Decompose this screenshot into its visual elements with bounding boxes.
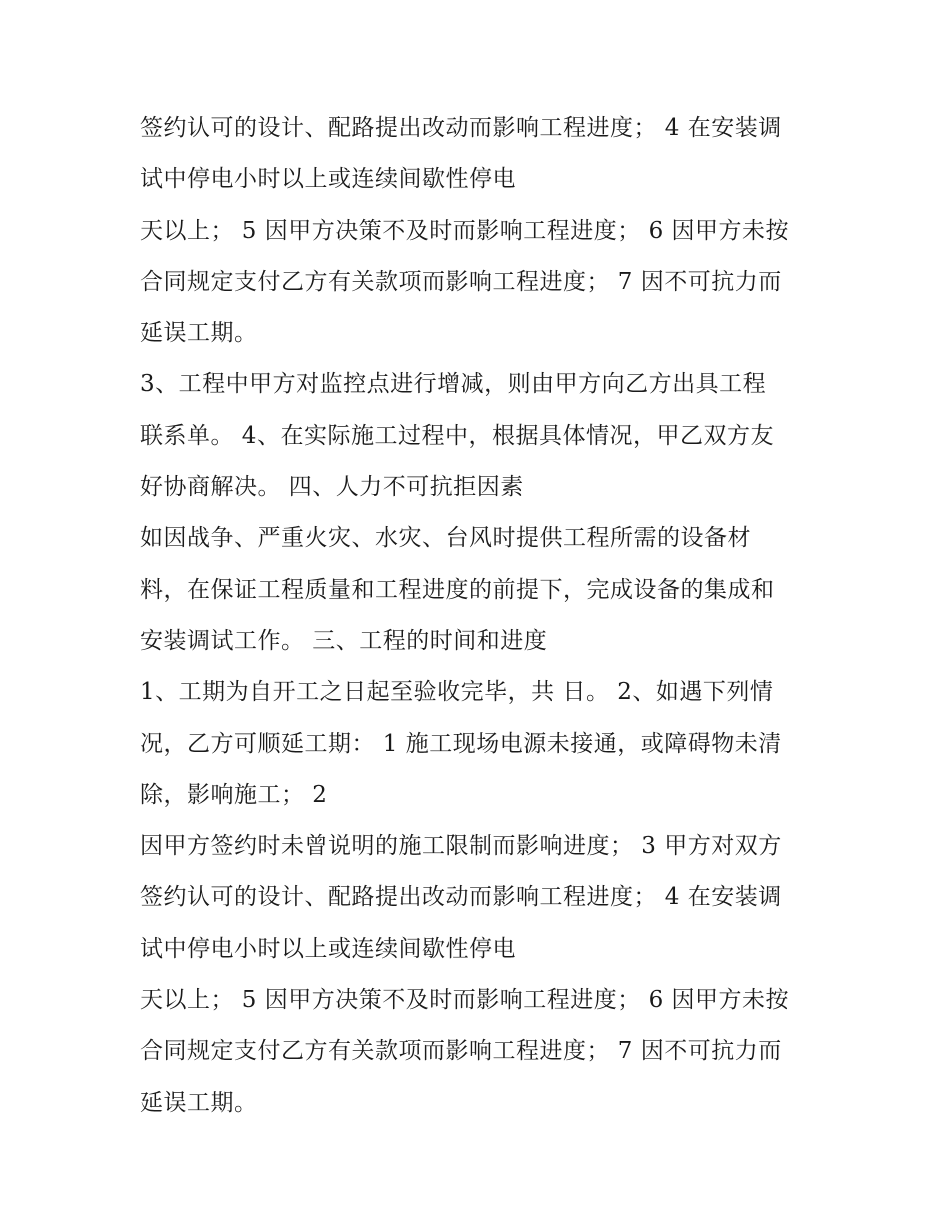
text-line: 延误工期。 — [140, 320, 258, 347]
document-body — [140, 103, 830, 1129]
text-line: 1、工期为自开工之日起至验收完毕，共 日。 2、如遇下列情 — [140, 679, 774, 706]
text-line: 天以上； 5 因甲方决策不及时而影响工程进度； 6 因甲方未按 — [140, 987, 790, 1014]
text-line: 安装调试工作。 三、工程的时间和进度 — [140, 627, 548, 654]
text-line: 料，在保证工程质量和工程进度的前提下，完成设备的集成和 — [140, 576, 775, 603]
text-line: 好协商解决。 四、人力不可抗拒因素 — [140, 474, 524, 501]
text-line: 况，乙方可顺延工期： 1 施工现场电源未接通，或障碍物未清 — [140, 730, 782, 757]
text-line: 如因战争、严重火灾、水灾、台风时提供工程所需的设备材 — [140, 525, 751, 552]
text-line: 试中停电小时以上或连续间歇性停电 — [140, 166, 516, 193]
text-line: 因甲方签约时未曾说明的施工限制而影响进度； 3 甲方对双方 — [140, 833, 782, 860]
text-line: 延误工期。 — [140, 1089, 258, 1116]
text-line: 合同规定支付乙方有关款项而影响工程进度； 7 因不可抗力而 — [140, 268, 782, 295]
text-line: 签约认可的设计、配路提出改动而影响工程进度； 4 在安装调 — [140, 884, 782, 911]
text-line: 除，影响施工； 2 — [140, 781, 328, 808]
text-line: 合同规定支付乙方有关款项而影响工程进度； 7 因不可抗力而 — [140, 1038, 782, 1065]
text-line: 签约认可的设计、配路提出改动而影响工程进度； 4 在安装调 — [140, 115, 782, 141]
text-line: 天以上； 5 因甲方决策不及时而影响工程进度； 6 因甲方未按 — [140, 217, 790, 244]
text-line: 3、工程中甲方对监控点进行增减，则由甲方向乙方出具工程 — [140, 371, 767, 398]
text-line: 试中停电小时以上或连续间歇性停电 — [140, 935, 516, 962]
text-line: 联系单。 4、在实际施工过程中，根据具体情况，甲乙双方友 — [140, 422, 774, 449]
